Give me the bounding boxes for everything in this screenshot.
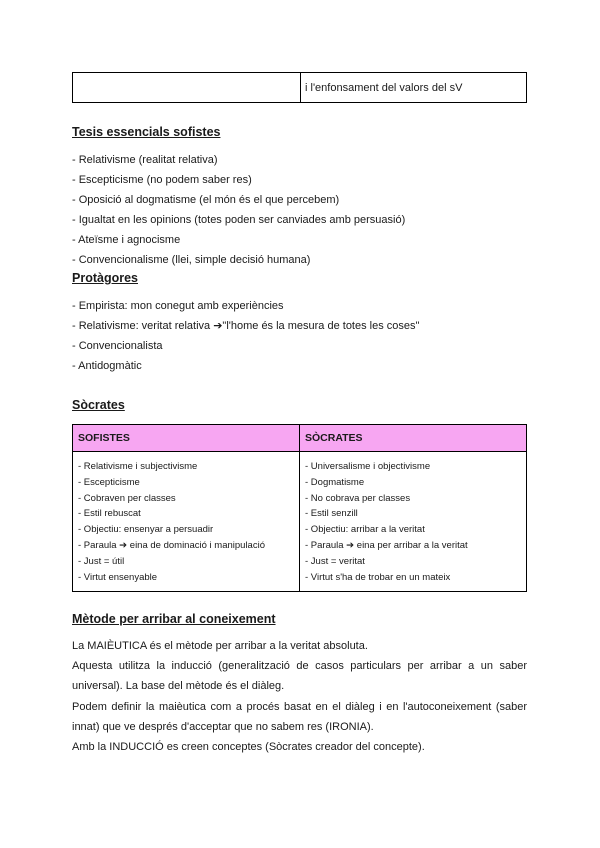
list-item: - Ateïsme i agnocisme [72,234,181,246]
body-text-metode [72,636,527,757]
list-item: - Estil senzill [305,508,358,520]
list-item: - Dogmatisme [305,476,365,488]
list-protagores [72,296,419,376]
list-tesis [72,150,405,270]
list-item: - Convencionalista [72,340,163,352]
header-socrates: SÒCRATES [300,425,527,452]
list-item: - Relativisme (realitat relativa) [72,154,218,166]
top-table-right-cell: i l'enfonsament del valors del sV [301,73,527,103]
list-item: - Objectiu: ensenyar a persuadir [78,524,214,536]
header-sofistes: SOFISTES [73,425,300,452]
top-table-left-cell [73,73,301,103]
list-item: - Convencionalisme (llei, simple decisió humana) [72,254,311,266]
cell-socrates [300,452,527,592]
list-item: - No cobrava per classes [305,492,411,504]
table-row [73,73,527,103]
list-item: - Just = veritat [305,555,365,567]
list-item: - Universalisme i objectivisme [305,461,431,472]
list-item: - Cobraven per classes [78,492,176,504]
comparison-table [72,424,527,592]
list-item: - Objectiu: arribar a la veritat [305,524,425,536]
list-item: - Escepticisme (no podem saber res) [72,174,252,186]
list-item: - Relativisme: veritat relativa ➔"l'home és la mesura de totes les coses" [72,320,420,332]
list-item: - Virtut ensenyable [78,571,158,583]
list-item: - Antidogmàtic [72,360,142,372]
list-item: - Paraula ➔ eina de dominació i manipulació [78,539,265,551]
paragraph: Podem definir la maièutica com a procés basat en el diàleg i en l'autoconeixement (saber innat) que ve després d'acceptar que no sabem res (IRONIA). [72,700,527,733]
list-item: - Empirista: mon conegut amb experiències [72,300,284,312]
list-item: - Oposició al dogmatisme (el món és el que percebem) [72,194,340,206]
table-header-row [73,425,527,452]
heading-socrates: Sòcrates [72,398,125,412]
paragraph: La MAIÈUTICA és el mètode per arribar a la veritat absoluta. [72,640,368,652]
paragraph: Aquesta utilitza la inducció (generalització de casos particulars per arribar a un saber universal). La base del mètode és el diàleg. [72,660,527,693]
heading-protagores: Protàgores [72,271,138,285]
list-item: - Relativisme i subjectivisme [78,461,198,472]
table-row [73,452,527,592]
heading-tesis: Tesis essencials sofistes [72,125,221,139]
heading-metode: Mètode per arribar al coneixement [72,612,276,626]
list-item: - Estil rebuscat [78,508,141,520]
paragraph: Amb la INDUCCIÓ es creen conceptes (Sòcrates creador del concepte). [72,741,425,754]
list-item: - Escepticisme [78,476,140,488]
list-item: - Virtut s'ha de trobar en un mateix [305,571,451,583]
top-table [72,72,527,103]
list-item: - Paraula ➔ eina per arribar a la veritat [305,539,468,551]
list-item: - Igualtat en les opinions (totes poden ser canviades amb persuasió) [72,214,406,226]
cell-sofistes [73,452,300,592]
list-item: - Just = útil [78,555,125,567]
